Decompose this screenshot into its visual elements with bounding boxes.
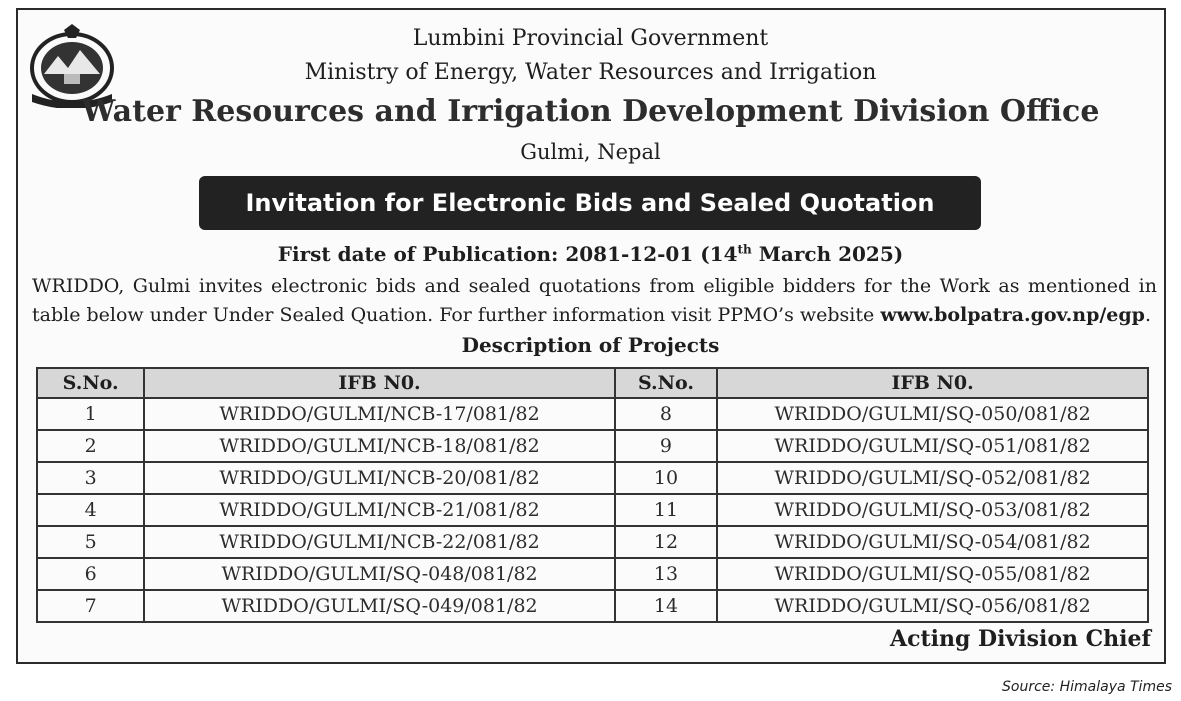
publication-date-label: First date of Publication: 2081-12-01 (14 [277,242,738,266]
cell-ifb: WRIDDO/GULMI/SQ-050/081/82 [717,398,1148,430]
table-row [37,462,1148,494]
cell-ifb: WRIDDO/GULMI/NCB-20/081/82 [144,462,615,494]
cell-sno: 9 [615,430,717,462]
cell-sno: 11 [615,494,717,526]
paragraph-text: WRIDDO, Gulmi invites electronic bids and sealed quotations from eligible bidders for the Work as mentioned in table below under Under Sealed Quation. For further information visit PPMO’s website [32,275,1157,326]
table-row [37,430,1148,462]
header-sno-right: S.No. [615,368,717,398]
cell-sno: 8 [615,398,717,430]
source-credit: Source: Himalaya Times [1002,679,1172,695]
header-ifb-left: IFB N0. [144,368,615,398]
cell-ifb: WRIDDO/GULMI/SQ-052/081/82 [717,462,1148,494]
cell-ifb: WRIDDO/GULMI/NCB-21/081/82 [144,494,615,526]
table-header-row [37,368,1148,398]
cell-ifb: WRIDDO/GULMI/NCB-17/081/82 [144,398,615,430]
ministry-line: Ministry of Energy, Water Resources and Irrigation [304,60,877,85]
table-row [37,526,1148,558]
notice-banner: Invitation for Electronic Bids and Sealed Quotation [199,176,981,230]
cell-sno: 14 [615,590,717,622]
cell-ifb: WRIDDO/GULMI/SQ-048/081/82 [144,558,615,590]
provincial-government-line: Lumbini Provincial Government [412,26,769,51]
cell-ifb: WRIDDO/GULMI/SQ-053/081/82 [717,494,1148,526]
cell-sno: 6 [37,558,144,590]
cell-ifb: WRIDDO/GULMI/SQ-054/081/82 [717,526,1148,558]
header-ifb-right: IFB N0. [717,368,1148,398]
cell-sno: 5 [37,526,144,558]
table-row [37,398,1148,430]
cell-sno: 3 [37,462,144,494]
table-title: Description of Projects [461,333,720,357]
office-location: Gulmi, Nepal [520,140,661,164]
cell-sno: 13 [615,558,717,590]
cell-sno: 2 [37,430,144,462]
cell-ifb: WRIDDO/GULMI/NCB-18/081/82 [144,430,615,462]
publication-date [0,242,1181,266]
table-row [37,590,1148,622]
table-row [37,494,1148,526]
projects-table [36,367,1149,623]
cell-ifb: WRIDDO/GULMI/SQ-056/081/82 [717,590,1148,622]
header-sno-left: S.No. [37,368,144,398]
cell-ifb: WRIDDO/GULMI/SQ-055/081/82 [717,558,1148,590]
signatory: Acting Division Chief [890,626,1151,652]
cell-ifb: WRIDDO/GULMI/SQ-051/081/82 [717,430,1148,462]
office-title: Water Resources and Irrigation Development Division Office [81,94,1100,129]
cell-sno: 7 [37,590,144,622]
cell-sno: 10 [615,462,717,494]
publication-date-tail: March 2025) [751,242,904,266]
table-row [37,558,1148,590]
cell-sno: 1 [37,398,144,430]
publication-date-sup: th [737,242,752,257]
cell-sno: 4 [37,494,144,526]
invitation-paragraph [32,272,1157,330]
website-link[interactable]: www.bolpatra.gov.np/egp [880,304,1145,326]
cell-sno: 12 [615,526,717,558]
cell-ifb: WRIDDO/GULMI/SQ-049/081/82 [144,590,615,622]
cell-ifb: WRIDDO/GULMI/NCB-22/081/82 [144,526,615,558]
paragraph-end: . [1144,304,1152,326]
